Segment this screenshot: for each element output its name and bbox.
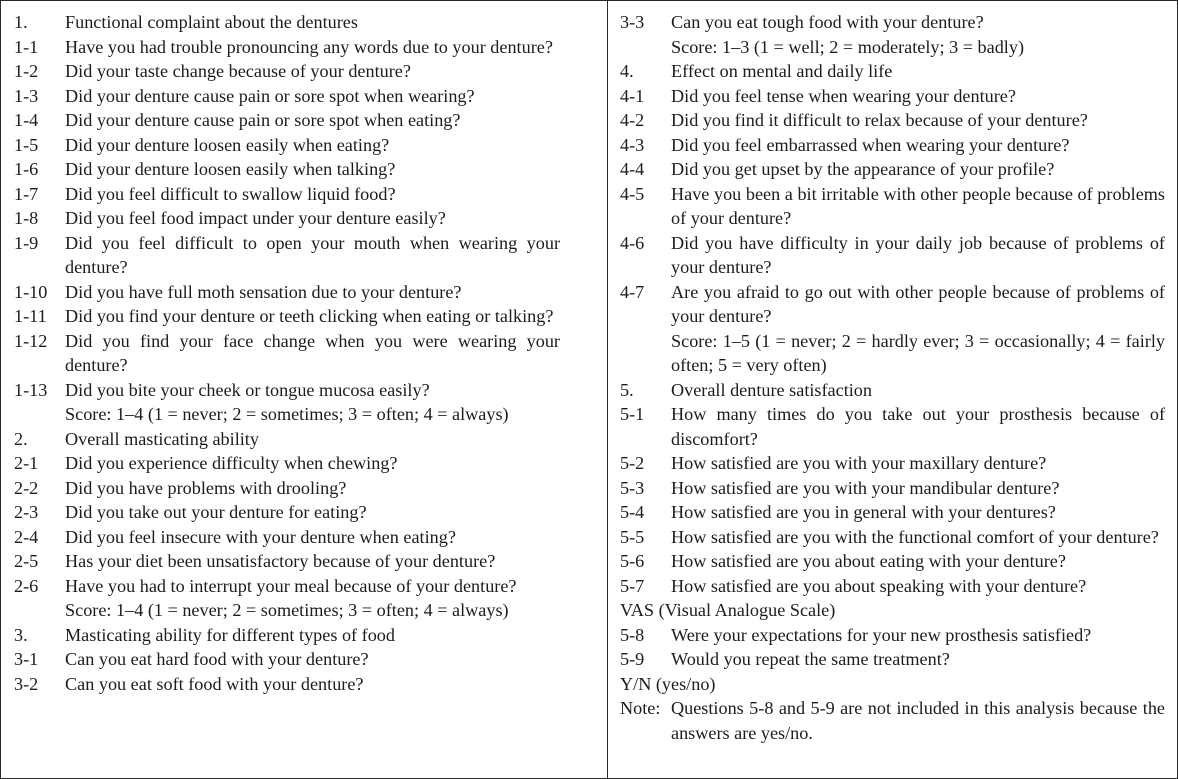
question-row bbox=[620, 500, 1165, 525]
question-row bbox=[620, 59, 1165, 84]
question-text: Did your denture cause pain or sore spot when wearing? bbox=[65, 85, 475, 106]
question-row bbox=[14, 623, 560, 648]
question-text: Score: 1–3 (1 = well; 2 = moderately; 3 = badly) bbox=[671, 36, 1025, 57]
question-text: Did you feel difficult to swallow liquid food? bbox=[65, 183, 396, 204]
question-row bbox=[14, 672, 560, 697]
question-row bbox=[14, 574, 560, 599]
question-row bbox=[620, 329, 1165, 378]
question-text: Did you take out your denture for eating? bbox=[65, 502, 367, 522]
question-number: 4-5 bbox=[620, 183, 645, 204]
question-number: 3-1 bbox=[14, 649, 39, 669]
question-number: 1-3 bbox=[14, 85, 39, 106]
question-text: Overall masticating ability bbox=[65, 428, 259, 449]
question-row bbox=[14, 525, 560, 550]
question-row bbox=[14, 476, 560, 501]
question-row bbox=[14, 59, 560, 84]
question-number: 4-4 bbox=[620, 159, 645, 179]
question-row bbox=[14, 378, 560, 403]
question-text: Can you eat soft food with your denture? bbox=[65, 673, 364, 694]
question-text: Did you find it difficult to relax because of your denture? bbox=[671, 110, 1088, 130]
question-text: Did you find your denture or teeth clicking when eating or talking? bbox=[65, 306, 554, 326]
question-row bbox=[620, 182, 1165, 231]
question-number: 2-4 bbox=[14, 526, 39, 547]
question-text: How satisfied are you with your maxillary denture? bbox=[671, 453, 1047, 473]
question-number: 1-5 bbox=[14, 134, 39, 155]
question-text: Are you afraid to go out with other people because of problems of your denture? bbox=[671, 281, 1165, 326]
section-note: Y/N (yes/no) bbox=[620, 673, 716, 694]
question-text: Can you eat tough food with your denture? bbox=[671, 12, 984, 32]
question-number bbox=[620, 35, 671, 60]
question-row bbox=[14, 182, 560, 207]
question-number: 5-4 bbox=[620, 502, 645, 522]
question-row bbox=[620, 108, 1165, 133]
question-row bbox=[14, 10, 560, 35]
question-text: Did you find your face change when you were wearing your denture? bbox=[65, 330, 560, 375]
question-text: Did you feel embarrassed when wearing your denture? bbox=[671, 134, 1070, 155]
question-row bbox=[620, 623, 1165, 648]
question-number bbox=[14, 402, 65, 427]
question-text: Did you feel difficult to open your mouth when wearing your denture? bbox=[65, 232, 560, 277]
question-row bbox=[14, 402, 560, 427]
question-number: 1-12 bbox=[14, 330, 48, 351]
question-row bbox=[14, 549, 560, 574]
question-number: 2-5 bbox=[14, 551, 39, 571]
question-text: How satisfied are you about speaking with your denture? bbox=[671, 575, 1087, 596]
question-number: 4-1 bbox=[620, 85, 645, 106]
left-column bbox=[14, 10, 560, 696]
question-text: Have you been a bit irritable with other people because of problems of your denture? bbox=[671, 183, 1165, 228]
question-text: Did you feel food impact under your denture easily? bbox=[65, 208, 446, 228]
question-text: Have you had to interrupt your meal because of your denture? bbox=[65, 575, 517, 596]
question-row bbox=[620, 378, 1165, 403]
question-number: 1-9 bbox=[14, 232, 39, 253]
question-number: 1-1 bbox=[14, 36, 39, 57]
question-row bbox=[620, 451, 1165, 476]
question-row bbox=[14, 84, 560, 109]
question-number: 1-10 bbox=[14, 281, 48, 302]
question-row bbox=[14, 231, 560, 280]
question-text: Have you had trouble pronouncing any words due to your denture? bbox=[65, 36, 553, 57]
question-row bbox=[14, 133, 560, 158]
question-row bbox=[620, 133, 1165, 158]
question-number bbox=[14, 598, 65, 623]
question-row bbox=[620, 647, 1165, 672]
question-text: Did you experience difficulty when chewing? bbox=[65, 453, 398, 473]
question-number: 4-3 bbox=[620, 134, 645, 155]
question-number: 5-6 bbox=[620, 551, 645, 571]
question-row bbox=[14, 280, 560, 305]
column-divider bbox=[607, 1, 608, 778]
question-number: 5-9 bbox=[620, 649, 645, 669]
question-number: 5-5 bbox=[620, 526, 645, 547]
question-text: Did you get upset by the appearance of your profile? bbox=[671, 159, 1055, 179]
question-row bbox=[620, 280, 1165, 329]
question-text: Can you eat hard food with your denture? bbox=[65, 649, 369, 669]
question-text: How satisfied are you about eating with your denture? bbox=[671, 551, 1066, 571]
question-number: 4-2 bbox=[620, 110, 645, 130]
question-text: Effect on mental and daily life bbox=[671, 61, 893, 81]
question-number: Note: bbox=[620, 698, 661, 718]
question-text: Has your diet been unsatisfactory because of your denture? bbox=[65, 551, 496, 571]
question-row bbox=[14, 598, 560, 623]
question-row bbox=[14, 451, 560, 476]
question-row bbox=[620, 696, 1165, 745]
question-number: 1-4 bbox=[14, 110, 39, 130]
question-text: Functional complaint about the dentures bbox=[65, 12, 358, 32]
question-row bbox=[14, 329, 560, 378]
question-text: Score: 1–4 (1 = never; 2 = sometimes; 3 = often; 4 = always) bbox=[65, 600, 509, 620]
question-row bbox=[14, 427, 560, 452]
question-text: Would you repeat the same treatment? bbox=[671, 649, 950, 669]
question-text: Score: 1–5 (1 = never; 2 = hardly ever; 3 = occasionally; 4 = fairly often; 5 = very often) bbox=[671, 330, 1165, 375]
question-number: 5-7 bbox=[620, 575, 645, 596]
question-text: Did you have problems with drooling? bbox=[65, 477, 347, 498]
question-row bbox=[620, 84, 1165, 109]
right-column bbox=[620, 10, 1165, 745]
question-row bbox=[14, 108, 560, 133]
question-number bbox=[620, 329, 671, 378]
question-number: 1-13 bbox=[14, 379, 48, 400]
question-text: Did you feel tense when wearing your denture? bbox=[671, 85, 1016, 106]
question-row bbox=[620, 231, 1165, 280]
question-row bbox=[620, 476, 1165, 501]
question-text: Did you feel insecure with your denture when eating? bbox=[65, 526, 456, 547]
question-row bbox=[14, 647, 560, 672]
question-row bbox=[620, 35, 1165, 60]
question-number: 1-6 bbox=[14, 159, 39, 179]
question-text: How many times do you take out your prosthesis because of discomfort? bbox=[671, 404, 1165, 449]
question-text: Were your expectations for your new prosthesis satisfied? bbox=[671, 624, 1092, 645]
question-row bbox=[14, 206, 560, 231]
question-number: 1-2 bbox=[14, 61, 39, 81]
question-number: 1-8 bbox=[14, 208, 39, 228]
question-number: 2-2 bbox=[14, 477, 39, 498]
question-text: Overall denture satisfaction bbox=[671, 379, 872, 400]
question-number: 1-11 bbox=[14, 306, 47, 326]
question-text: Score: 1–4 (1 = never; 2 = sometimes; 3 = often; 4 = always) bbox=[65, 404, 509, 424]
question-row bbox=[14, 304, 560, 329]
question-row bbox=[14, 157, 560, 182]
question-text: How satisfied are you with the functional comfort of your denture? bbox=[671, 526, 1159, 547]
question-text: Masticating ability for different types of food bbox=[65, 624, 395, 645]
question-text: Did you have difficulty in your daily job because of problems of your denture? bbox=[671, 232, 1165, 277]
question-row bbox=[620, 549, 1165, 574]
question-row bbox=[620, 10, 1165, 35]
question-row bbox=[620, 402, 1165, 451]
question-text: How satisfied are you with your mandibular denture? bbox=[671, 477, 1060, 498]
question-number: 2-1 bbox=[14, 453, 39, 473]
question-number: 4-6 bbox=[620, 232, 645, 253]
question-row bbox=[620, 525, 1165, 550]
question-number: 4-7 bbox=[620, 281, 645, 302]
question-number: 2. bbox=[14, 428, 28, 449]
question-number: 4. bbox=[620, 61, 634, 81]
question-text: Questions 5-8 and 5-9 are not included in this analysis because the answers are yes/no. bbox=[671, 698, 1165, 743]
question-number: 5-2 bbox=[620, 453, 645, 473]
question-text: Did your denture loosen easily when eating? bbox=[65, 134, 390, 155]
question-row bbox=[620, 157, 1165, 182]
question-text: Did you have full moth sensation due to your denture? bbox=[65, 281, 462, 302]
question-number: 5-3 bbox=[620, 477, 645, 498]
question-number: 3. bbox=[14, 624, 28, 645]
question-number: 5-8 bbox=[620, 624, 645, 645]
question-text: Did you bite your cheek or tongue mucosa easily? bbox=[65, 379, 430, 400]
question-number: 1-7 bbox=[14, 183, 39, 204]
question-text: Did your denture loosen easily when talking? bbox=[65, 159, 396, 179]
section-note: VAS (Visual Analogue Scale) bbox=[620, 600, 836, 620]
question-text: Did your denture cause pain or sore spot when eating? bbox=[65, 110, 461, 130]
question-row bbox=[14, 35, 560, 60]
question-row bbox=[620, 574, 1165, 599]
question-number: 5-1 bbox=[620, 404, 645, 424]
question-number: 3-2 bbox=[14, 673, 39, 694]
question-number: 2-3 bbox=[14, 502, 39, 522]
question-number: 3-3 bbox=[620, 12, 645, 32]
question-row bbox=[14, 500, 560, 525]
question-number: 1. bbox=[14, 12, 28, 32]
question-text: Did your taste change because of your denture? bbox=[65, 61, 411, 81]
question-number: 5. bbox=[620, 379, 634, 400]
question-number: 2-6 bbox=[14, 575, 39, 596]
question-text: How satisfied are you in general with your dentures? bbox=[671, 502, 1056, 522]
